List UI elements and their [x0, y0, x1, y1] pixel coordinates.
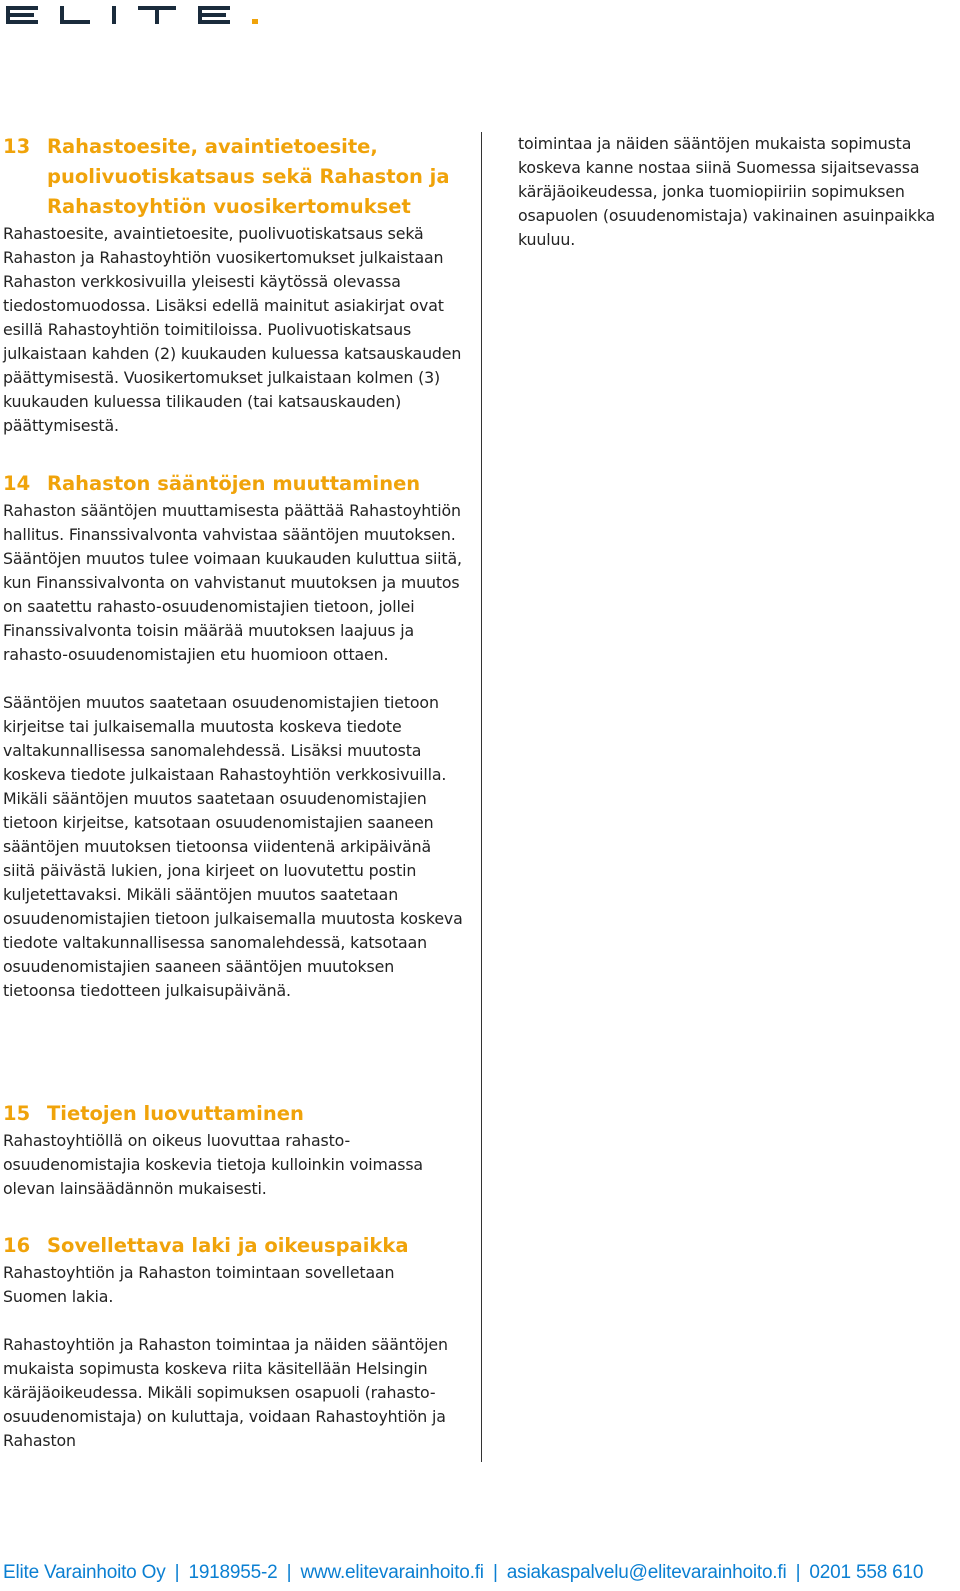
section-heading	[3, 1099, 463, 1129]
footer-separator: |	[795, 1562, 801, 1583]
section-title: Tietojen luovuttaminen	[47, 1102, 304, 1125]
section-body: Rahaston sääntöjen muuttamisesta päättää Rahastoyhtiön hallitus. Finanssivalvonta vahvistaa sääntöjen muutoksen. Sääntöjen muutos tulee voimaan kuukauden kuluttua siitä, kun Finanssivalvonta on vahvistanut muutoksen ja muutos on saatettu rahasto-osuudenomistajien tietoon, jollei Finanssivalvonta toisin määrää muutoksen laajuus ja rahasto-osuudenomistajien etu huomioon ottaen.	[3, 501, 462, 664]
section-title: Sovellettava laki ja oikeuspaikka	[47, 1234, 409, 1257]
section-number: 14	[3, 472, 31, 495]
section-number: 13	[3, 135, 31, 158]
footer-separator: |	[286, 1562, 292, 1583]
section-body: Sääntöjen muutos saatetaan osuudenomistajien tietoon kirjeitse tai julkaisemalla muutosta koskeva tiedote valtakunnallisessa sanomalehdessä. Lisäksi muutosta koskeva tiedote julkaistaan Rahastoyhtiön verkkosivuilla. Mikäli sääntöjen muutos saatetaan osuudenomistajien tietoon kirjeitse, katsotaan osuudenomistajien saaneen sääntöjen muutoksen tietoonsa viidentenä arkipäivänä siitä päivästä lukien, jona kirjeet on luovutettu postin kuljetettavaksi. Mikäli sääntöjen muutos saatetaan osuudenomistajien tietoon julkaisemalla muutosta koskeva tiedote valtakunnallisessa sanomalehdessä, katsotaan osuudenomistajien saaneen sääntöjen muutoksen tietoonsa tiedotteen julkaisupäivänä.	[3, 693, 463, 1000]
section-heading	[3, 469, 463, 499]
section-body: Rahastoyhtiön ja Rahaston toimintaan sovelletaan Suomen lakia.	[3, 1263, 395, 1306]
section-body: Rahastoyhtiöllä on oikeus luovuttaa rahasto-osuudenomistajia koskevia tietoja kulloinkin voimassa olevan lainsäädännön mukaisesti.	[3, 1131, 423, 1198]
section-13	[3, 132, 463, 438]
section-15	[3, 1099, 463, 1201]
footer-separator: |	[492, 1562, 498, 1583]
section-number: 15	[3, 1102, 31, 1125]
footer-email-link[interactable]: asiakaspalvelu@elitevarainhoito.fi	[506, 1562, 787, 1583]
section-16-continuation: toimintaa ja näiden sääntöjen mukaista sopimusta koskeva kanne nostaa siinä Suomessa sijaitsevassa käräjäoikeudessa, jonka tuomiopiiriin sopimuksen osapuolen (osuudenomistaja) vakinainen asuinpaikka kuuluu.	[518, 134, 936, 249]
section-number: 16	[3, 1234, 31, 1257]
right-column	[518, 132, 958, 252]
footer-company: Elite Varainhoito Oy	[3, 1562, 166, 1583]
footer	[3, 1562, 958, 1584]
section-body: Rahastoyhtiön ja Rahaston toimintaa ja näiden sääntöjen mukaista sopimusta koskeva riita käsitellään Helsingin käräjäoikeudessa. Mikäli sopimuksen osapuoli (rahasto-osuudenomistaja) on kuluttaja, voidaan Rahastoyhtiön ja Rahaston	[3, 1335, 448, 1450]
column-divider	[481, 132, 482, 1462]
section-14	[3, 469, 463, 1003]
section-title: Rahastoesite, avaintietoesite, puolivuotiskatsaus sekä Rahaston ja Rahastoyhtiön vuosikertomukset	[47, 135, 450, 218]
section-16	[3, 1231, 463, 1453]
footer-website-link[interactable]: www.elitevarainhoito.fi	[300, 1562, 484, 1583]
section-body: Rahastoesite, avaintietoesite, puolivuotiskatsaus sekä Rahaston ja Rahastoyhtiön vuosikertomukset julkaistaan Rahaston verkkosivuilla yleisesti käytössä olevassa tiedostomuodossa. Lisäksi edellä mainitut asiakirjat ovat esillä Rahastoyhtiön toimitiloissa. Puolivuotiskatsaus julkaistaan kahden (2) kuukauden kuluessa katsauskauden päättymisestä. Vuosikertomukset julkaistaan kolmen (3) kuukauden kuluessa tilikauden (tai katsauskauden) päättymisestä.	[3, 224, 462, 435]
section-heading	[3, 1231, 463, 1261]
footer-phone: 0201 558 610	[809, 1562, 924, 1583]
section-title: Rahaston sääntöjen muuttaminen	[47, 472, 421, 495]
elite-logo	[6, 0, 266, 30]
footer-business-id: 1918955-2	[188, 1562, 278, 1583]
footer-separator: |	[174, 1562, 180, 1583]
section-heading	[3, 132, 463, 222]
